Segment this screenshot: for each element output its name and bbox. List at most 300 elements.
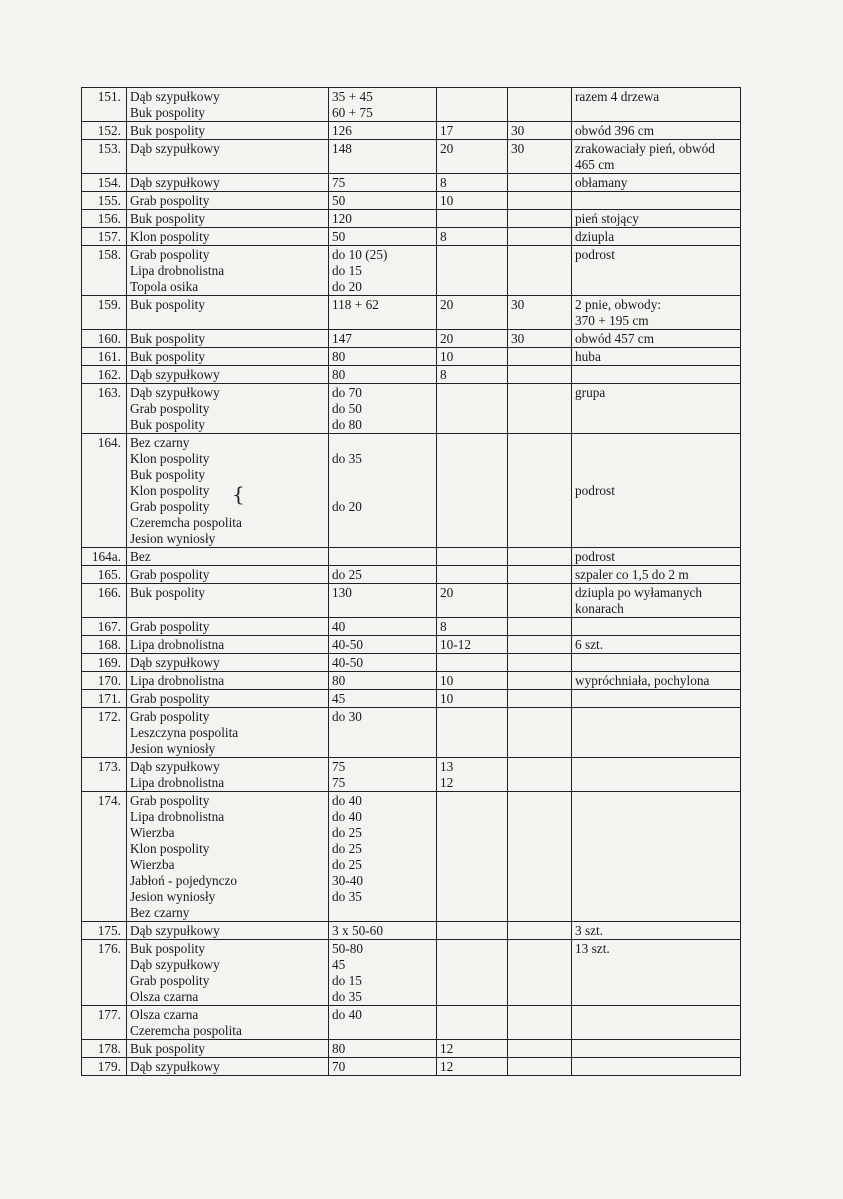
note-text: podrost	[575, 549, 615, 564]
table-row	[82, 636, 741, 654]
circumference-value: 75	[332, 759, 346, 774]
species-name: Dąb szypułkowy	[130, 923, 220, 938]
age-cell	[508, 348, 572, 366]
circumference-value: do 20	[332, 499, 362, 514]
age-cell	[508, 174, 572, 192]
table-row	[82, 122, 741, 140]
row-number	[82, 654, 127, 672]
row-number-text: 167.	[97, 619, 121, 634]
circumference-cell	[329, 384, 437, 434]
circumference-value: do 25	[332, 841, 362, 856]
height-cell	[437, 584, 508, 618]
note-text: 2 pnie, obwody:	[575, 297, 662, 312]
age-value: 30	[511, 141, 525, 156]
species-cell	[127, 192, 329, 210]
species-name: Dąb szypułkowy	[130, 141, 220, 156]
height-cell	[437, 548, 508, 566]
row-number-text: 166.	[97, 585, 121, 600]
age-value	[511, 691, 568, 707]
species-name: Dąb szypułkowy	[130, 89, 220, 104]
species-name: Buk pospolity	[130, 297, 205, 312]
circumference-value: 50	[332, 229, 346, 244]
age-cell	[508, 758, 572, 792]
circumference-cell	[329, 940, 437, 1006]
row-number	[82, 140, 127, 174]
row-number	[82, 672, 127, 690]
height-value: 8	[440, 175, 447, 190]
row-number	[82, 122, 127, 140]
height-cell	[437, 922, 508, 940]
species-cell	[127, 122, 329, 140]
note-text: obwód 457 cm	[575, 331, 655, 346]
age-cell	[508, 566, 572, 584]
row-number-text: 162.	[97, 367, 121, 382]
species-name: Topola osika	[130, 279, 199, 294]
height-value	[440, 709, 504, 725]
species-name: Buk pospolity	[130, 467, 205, 482]
height-cell	[437, 618, 508, 636]
height-cell	[437, 636, 508, 654]
note-text: razem 4 drzewa	[575, 89, 660, 104]
height-cell	[437, 654, 508, 672]
age-value	[511, 793, 568, 809]
tree-inventory-table	[81, 87, 741, 1076]
species-cell	[127, 654, 329, 672]
circumference-cell	[329, 566, 437, 584]
note-text: szpaler co 1,5 do 2 m	[575, 567, 689, 582]
species-cell	[127, 940, 329, 1006]
row-number-text: 171.	[97, 691, 121, 706]
height-value: 8	[440, 619, 447, 634]
circumference-value: do 35	[332, 989, 362, 1004]
row-number-text: 156.	[97, 211, 121, 226]
species-name: Buk pospolity	[130, 941, 205, 956]
species-name: Czeremcha pospolita	[130, 1023, 242, 1038]
species-name: Czeremcha pospolita	[130, 515, 242, 530]
circumference-cell	[329, 140, 437, 174]
circumference-value: do 40	[332, 809, 362, 824]
circumference-value: 75	[332, 175, 346, 190]
note-text: podrost	[575, 247, 615, 262]
species-cell	[127, 330, 329, 348]
height-cell	[437, 192, 508, 210]
age-cell	[508, 940, 572, 1006]
circumference-value: do 40	[332, 793, 362, 808]
circumference-cell	[329, 654, 437, 672]
age-cell	[508, 1006, 572, 1040]
circumference-value: 80	[332, 367, 346, 382]
height-cell	[437, 228, 508, 246]
table-row	[82, 88, 741, 122]
circumference-value: 118 + 62	[332, 297, 379, 312]
height-value: 10	[440, 673, 454, 688]
species-cell	[127, 174, 329, 192]
table-row	[82, 348, 741, 366]
table-row	[82, 922, 741, 940]
height-value	[440, 793, 504, 809]
row-number-text: 163.	[97, 385, 121, 400]
species-cell	[127, 584, 329, 618]
table-row	[82, 654, 741, 672]
age-cell	[508, 636, 572, 654]
circumference-value: do 50	[332, 401, 362, 416]
height-cell	[437, 88, 508, 122]
height-value	[440, 247, 504, 263]
row-number	[82, 922, 127, 940]
row-number-text: 169.	[97, 655, 121, 670]
species-name: Buk pospolity	[130, 123, 205, 138]
circumference-value: do 25	[332, 567, 362, 582]
row-number-text: 175.	[97, 923, 121, 938]
species-name: Jabłoń - pojedynczo	[130, 873, 238, 888]
notes-cell	[572, 940, 741, 1006]
notes-cell	[572, 122, 741, 140]
age-value	[511, 229, 568, 245]
species-cell	[127, 690, 329, 708]
circumference-value: 60 + 75	[332, 105, 373, 120]
species-cell	[127, 296, 329, 330]
species-name: Klon pospolity	[130, 841, 210, 856]
age-value	[511, 367, 568, 383]
species-cell	[127, 618, 329, 636]
notes-cell	[572, 618, 741, 636]
notes-cell	[572, 384, 741, 434]
species-cell	[127, 636, 329, 654]
row-number	[82, 1006, 127, 1040]
row-number	[82, 708, 127, 758]
notes-cell	[572, 758, 741, 792]
table-row	[82, 366, 741, 384]
row-number	[82, 636, 127, 654]
note-text	[575, 367, 737, 383]
age-value	[511, 567, 568, 583]
species-cell	[127, 1040, 329, 1058]
row-number-text: 174.	[97, 793, 121, 808]
height-value: 20	[440, 297, 454, 312]
row-number-text: 164.	[97, 435, 121, 450]
age-cell	[508, 384, 572, 434]
height-value: 10-12	[440, 637, 472, 652]
row-number	[82, 330, 127, 348]
species-cell	[127, 548, 329, 566]
species-cell	[127, 366, 329, 384]
species-name: Grab pospolity	[130, 499, 210, 514]
height-value: 20	[440, 585, 454, 600]
row-number	[82, 246, 127, 296]
height-cell	[437, 210, 508, 228]
notes-cell	[572, 654, 741, 672]
circumference-value: 40	[332, 619, 346, 634]
height-value	[440, 549, 504, 565]
row-number	[82, 348, 127, 366]
age-cell	[508, 296, 572, 330]
height-value	[440, 385, 504, 401]
species-cell	[127, 210, 329, 228]
height-cell	[437, 246, 508, 296]
circumference-value: 40-50	[332, 637, 364, 652]
species-name: Dąb szypułkowy	[130, 385, 220, 400]
age-cell	[508, 1040, 572, 1058]
note-text: wypróchniała, pochylona	[575, 673, 710, 688]
age-cell	[508, 1058, 572, 1076]
age-value	[511, 673, 568, 689]
brace-mark: {	[232, 482, 245, 506]
age-value	[511, 619, 568, 635]
row-number	[82, 792, 127, 922]
species-name: Lipa drobnolistna	[130, 263, 225, 278]
species-name: Lipa drobnolistna	[130, 673, 225, 688]
height-value	[440, 655, 504, 671]
row-number	[82, 1040, 127, 1058]
height-value	[440, 941, 504, 957]
circumference-value: 126	[332, 123, 352, 138]
circumference-value: do 15	[332, 973, 362, 988]
species-cell	[127, 922, 329, 940]
circumference-value: 50-80	[332, 941, 364, 956]
circumference-cell	[329, 228, 437, 246]
circumference-value: do 25	[332, 857, 362, 872]
table-row	[82, 708, 741, 758]
age-cell	[508, 654, 572, 672]
notes-cell	[572, 792, 741, 922]
table-row	[82, 618, 741, 636]
note-text: obłamany	[575, 175, 628, 190]
age-value	[511, 1059, 568, 1075]
age-value	[511, 385, 568, 401]
row-number-text: 152.	[97, 123, 121, 138]
table-row	[82, 210, 741, 228]
note-text: obwód 396 cm	[575, 123, 655, 138]
species-name: Jesion wyniosły	[130, 741, 216, 756]
age-cell	[508, 88, 572, 122]
age-value	[511, 1041, 568, 1057]
note-text	[575, 793, 737, 809]
species-cell	[127, 246, 329, 296]
row-number-text: 170.	[97, 673, 121, 688]
notes-cell	[572, 548, 741, 566]
row-number-text: 153.	[97, 141, 121, 156]
table-row	[82, 1006, 741, 1040]
age-value	[511, 759, 568, 775]
height-value: 12	[440, 1041, 454, 1056]
height-value	[440, 1007, 504, 1023]
age-cell	[508, 922, 572, 940]
row-number	[82, 1058, 127, 1076]
height-cell	[437, 690, 508, 708]
age-cell	[508, 690, 572, 708]
table-row	[82, 1040, 741, 1058]
age-cell	[508, 246, 572, 296]
species-name: Dąb szypułkowy	[130, 175, 220, 190]
age-value	[511, 349, 568, 365]
age-value	[511, 247, 568, 263]
note-text: 370 + 195 cm	[575, 313, 649, 328]
height-value	[440, 567, 504, 583]
row-number-text: 151.	[97, 89, 121, 104]
species-cell	[127, 672, 329, 690]
age-value	[511, 89, 568, 105]
species-name: Grab pospolity	[130, 973, 210, 988]
circumference-value: do 30	[332, 709, 362, 724]
table-row	[82, 792, 741, 922]
species-name: Bez	[130, 549, 151, 564]
species-name: Grab pospolity	[130, 193, 210, 208]
age-cell	[508, 228, 572, 246]
row-number	[82, 434, 127, 548]
notes-cell	[572, 330, 741, 348]
height-value: 8	[440, 367, 447, 382]
age-cell	[508, 434, 572, 548]
notes-cell	[572, 192, 741, 210]
row-number	[82, 366, 127, 384]
circumference-value: 80	[332, 1041, 346, 1056]
circumference-cell	[329, 618, 437, 636]
species-name: Grab pospolity	[130, 691, 210, 706]
row-number	[82, 296, 127, 330]
table-row	[82, 566, 741, 584]
notes-cell	[572, 922, 741, 940]
row-number-text: 159.	[97, 297, 121, 312]
species-name: Buk pospolity	[130, 1041, 205, 1056]
species-name: Olsza czarna	[130, 989, 199, 1004]
row-number-text: 160.	[97, 331, 121, 346]
note-text	[575, 691, 737, 707]
age-value	[511, 923, 568, 939]
height-value: 10	[440, 193, 454, 208]
note-text: grupa	[575, 385, 606, 400]
table-row	[82, 584, 741, 618]
species-name: Wierzba	[130, 857, 175, 872]
notes-cell	[572, 366, 741, 384]
notes-cell	[572, 348, 741, 366]
circumference-value: 75	[332, 775, 346, 790]
species-name: Dąb szypułkowy	[130, 655, 220, 670]
circumference-value: 40-50	[332, 655, 364, 670]
circumference-value: do 15	[332, 263, 362, 278]
species-cell	[127, 792, 329, 922]
row-number-text: 161.	[97, 349, 121, 364]
row-number	[82, 690, 127, 708]
circumference-cell	[329, 636, 437, 654]
height-value: 12	[440, 775, 454, 790]
circumference-value: 147	[332, 331, 352, 346]
age-cell	[508, 618, 572, 636]
row-number-text: 177.	[97, 1007, 121, 1022]
note-text	[575, 709, 737, 725]
age-value	[511, 1007, 568, 1023]
species-name: Buk pospolity	[130, 211, 205, 226]
circumference-cell	[329, 88, 437, 122]
circumference-value: 80	[332, 349, 346, 364]
species-name: Buk pospolity	[130, 349, 205, 364]
species-name: Jesion wyniosły	[130, 531, 216, 546]
species-name: Lipa drobnolistna	[130, 809, 225, 824]
circumference-cell	[329, 296, 437, 330]
age-value	[511, 637, 568, 653]
table-row	[82, 296, 741, 330]
circumference-cell	[329, 792, 437, 922]
height-cell	[437, 672, 508, 690]
row-number	[82, 228, 127, 246]
height-value: 10	[440, 349, 454, 364]
circumference-cell	[329, 690, 437, 708]
row-number-text: 155.	[97, 193, 121, 208]
age-value: 30	[511, 123, 525, 138]
notes-cell	[572, 636, 741, 654]
note-text	[575, 193, 737, 209]
row-number	[82, 618, 127, 636]
notes-cell	[572, 210, 741, 228]
notes-cell	[572, 690, 741, 708]
table-row	[82, 246, 741, 296]
species-name: Klon pospolity	[130, 229, 210, 244]
species-name: Buk pospolity	[130, 331, 205, 346]
height-value: 17	[440, 123, 454, 138]
height-cell	[437, 566, 508, 584]
table-body	[82, 88, 741, 1076]
circumference-cell	[329, 246, 437, 296]
note-text	[575, 619, 737, 635]
height-value: 20	[440, 331, 454, 346]
note-text: pień stojący	[575, 211, 639, 226]
circumference-value: do 35	[332, 451, 362, 466]
species-cell	[127, 566, 329, 584]
notes-cell	[572, 1006, 741, 1040]
circumference-cell	[329, 922, 437, 940]
notes-cell	[572, 296, 741, 330]
species-name: Grab pospolity	[130, 709, 210, 724]
row-number	[82, 192, 127, 210]
notes-cell	[572, 246, 741, 296]
height-value	[440, 211, 504, 227]
species-name: Olsza czarna	[130, 1007, 199, 1022]
circumference-cell	[329, 174, 437, 192]
table-row	[82, 758, 741, 792]
species-name: Lipa drobnolistna	[130, 637, 225, 652]
height-cell	[437, 330, 508, 348]
age-value	[511, 211, 568, 227]
height-value: 8	[440, 229, 447, 244]
notes-cell	[572, 1058, 741, 1076]
age-cell	[508, 122, 572, 140]
species-name: Klon pospolity	[130, 451, 210, 466]
height-cell	[437, 1040, 508, 1058]
note-text: 6 szt.	[575, 637, 604, 652]
note-text: zrakowaciały pień, obwód 465 cm	[575, 141, 715, 172]
age-value: 30	[511, 331, 525, 346]
age-cell	[508, 210, 572, 228]
circumference-cell	[329, 672, 437, 690]
species-name: Dąb szypułkowy	[130, 367, 220, 382]
species-cell	[127, 1006, 329, 1040]
notes-cell	[572, 566, 741, 584]
notes-cell	[572, 174, 741, 192]
height-value	[440, 435, 504, 451]
species-name: Bez czarny	[130, 435, 190, 450]
species-name: Wierzba	[130, 825, 175, 840]
circumference-cell	[329, 434, 437, 548]
species-name: Klon pospolity	[130, 483, 210, 498]
circumference-cell	[329, 1058, 437, 1076]
species-cell	[127, 140, 329, 174]
circumference-cell	[329, 348, 437, 366]
row-number-text: 178.	[97, 1041, 121, 1056]
species-name: Grab pospolity	[130, 567, 210, 582]
table-row	[82, 192, 741, 210]
circumference-value: 45	[332, 691, 346, 706]
circumference-cell	[329, 366, 437, 384]
height-value: 10	[440, 691, 454, 706]
